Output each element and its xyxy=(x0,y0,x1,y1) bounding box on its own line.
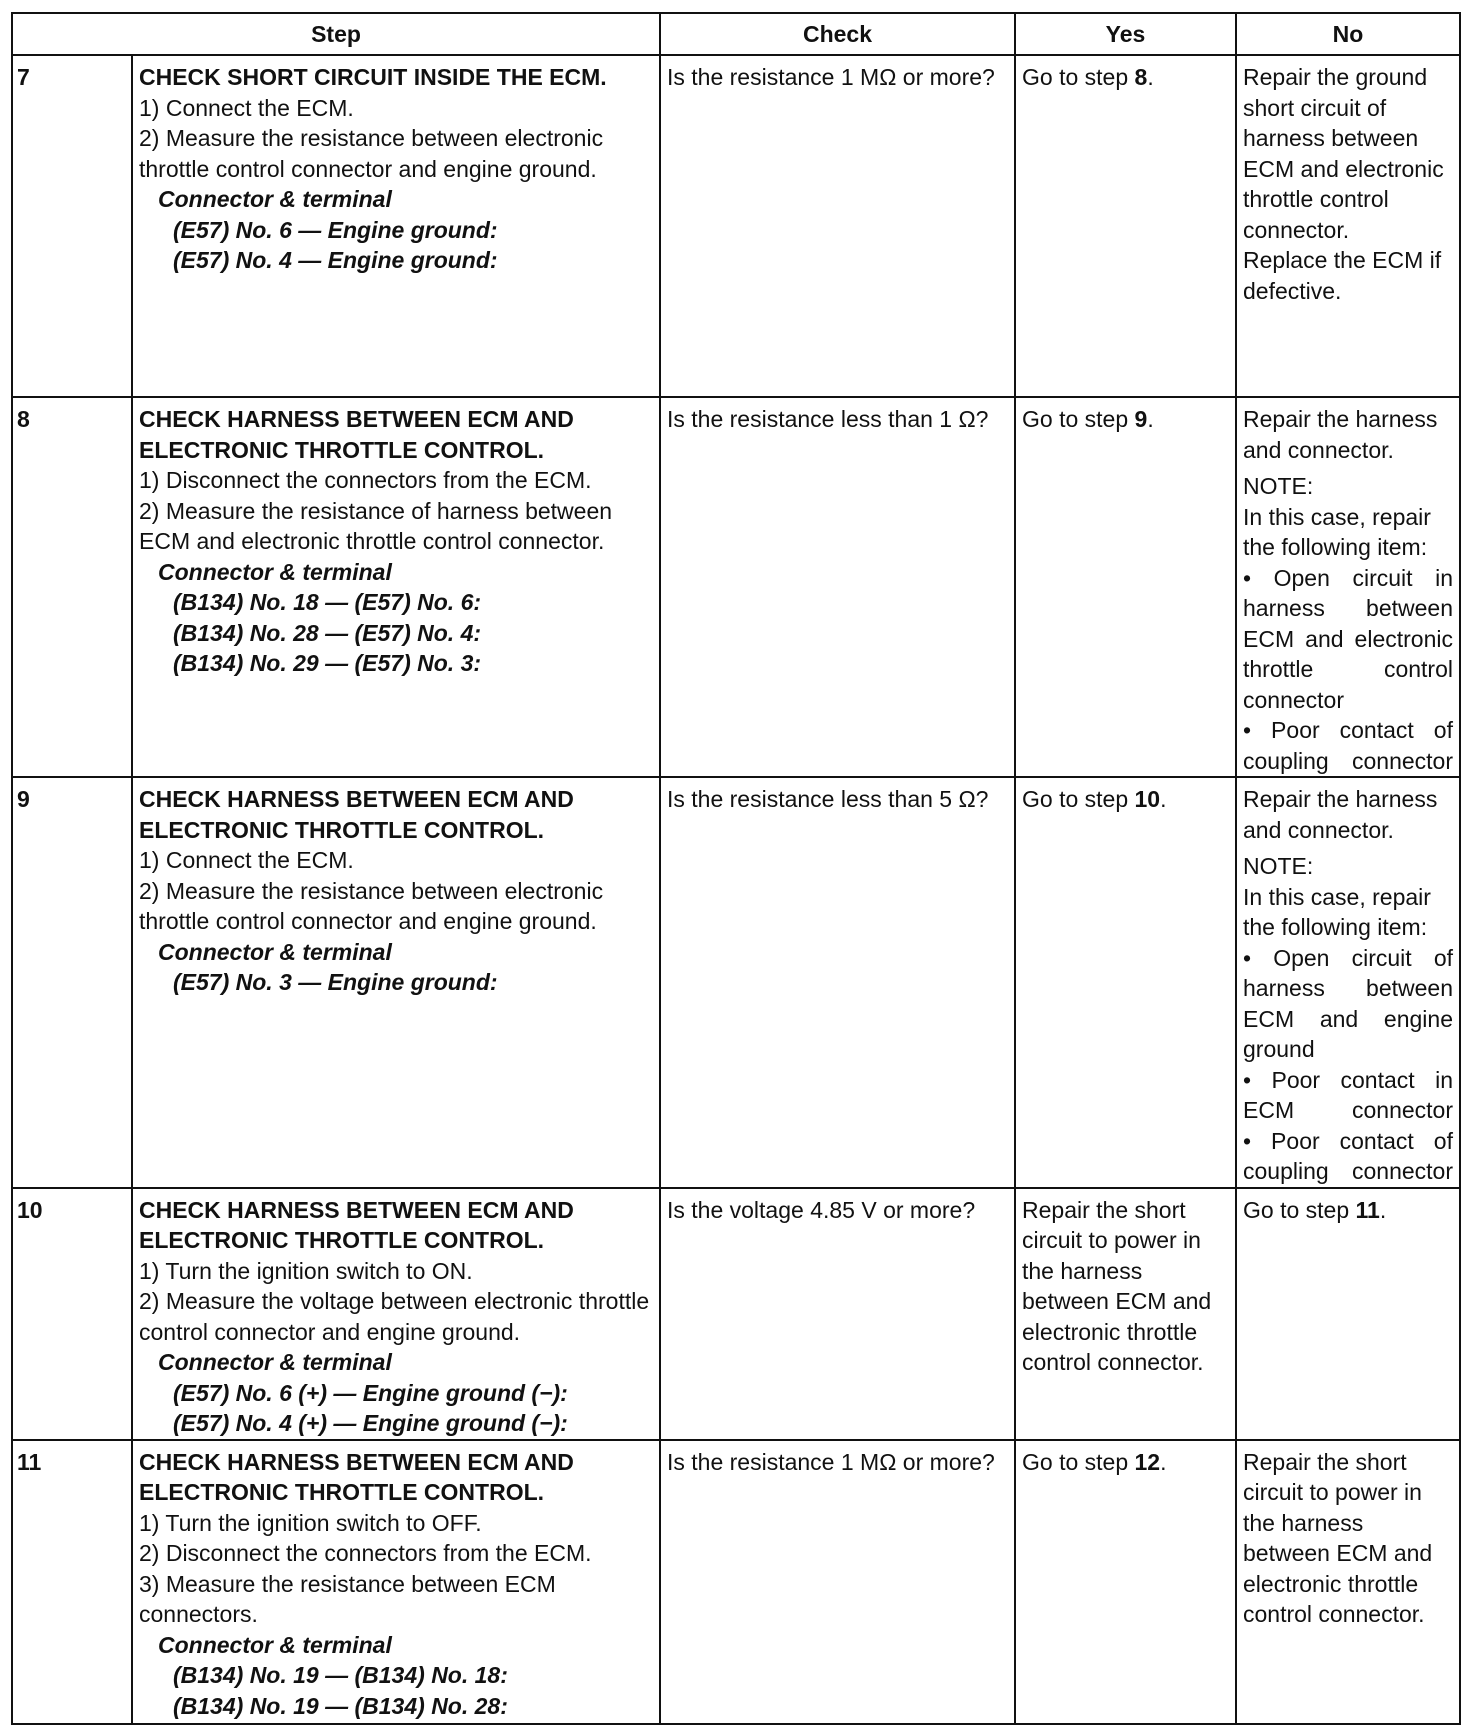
yes-text-end: . xyxy=(1147,64,1154,90)
step-instruction: 2) Measure the voltage between electronic throttle control connector and engine ground. xyxy=(139,1288,650,1345)
connector-terminal-label: Connector & terminal xyxy=(158,558,392,585)
check-cell: Is the resistance 1 MΩ or more? xyxy=(660,55,1015,397)
terminal-line: (B134) No. 29 — (E57) No. 3: xyxy=(173,650,482,676)
step-description xyxy=(132,1440,660,1724)
yes-cell xyxy=(1015,397,1236,777)
step-description xyxy=(132,397,660,777)
yes-text: Go to step xyxy=(1022,64,1135,90)
check-cell: Is the voltage 4.85 V or more? xyxy=(660,1188,1015,1440)
no-note-label: NOTE: xyxy=(1243,473,1314,499)
yes-step-ref: 9 xyxy=(1134,406,1148,432)
terminal-line: (E57) No. 4 (+) — Engine ground (−): xyxy=(173,1410,568,1436)
no-bullet: • Open circuit in harness between ECM and electronic throttle control connector xyxy=(1243,564,1453,713)
no-text: Repair the harness and connector. xyxy=(1243,406,1438,463)
no-text: In this case, repair the following item: xyxy=(1243,503,1431,560)
no-cell xyxy=(1236,55,1460,397)
header-step: Step xyxy=(12,13,660,55)
terminal-line: (E57) No. 3 — Engine ground: xyxy=(173,969,498,995)
no-note-label: NOTE: xyxy=(1243,853,1314,879)
no-text: Repair the harness and connector. xyxy=(1243,786,1438,843)
table-row-step-10 xyxy=(12,1188,1460,1440)
diagnostic-table-wrapper xyxy=(11,12,1461,1725)
connector-terminal-label: Connector & terminal xyxy=(158,938,392,965)
step-instruction: 2) Disconnect the connectors from the ECM. xyxy=(139,1540,592,1566)
no-cell xyxy=(1236,1188,1460,1440)
step-instruction: 1) Connect the ECM. xyxy=(139,94,354,121)
yes-text-end: . xyxy=(1160,1448,1167,1475)
header-check: Check xyxy=(660,13,1015,55)
table-row-step-7 xyxy=(12,55,1460,397)
no-bullet: • Poor contact of coupling connector xyxy=(1243,717,1453,774)
no-cell xyxy=(1236,397,1460,777)
step-instruction: 2) Measure the resistance between electronic throttle control connector and engine ground. xyxy=(139,877,604,934)
no-cell: Repair the short circuit to power in the harness between ECM and electronic throttle control connector. xyxy=(1236,1440,1460,1724)
step-title: CHECK HARNESS BETWEEN ECM AND ELECTRONIC THROTTLE CONTROL. xyxy=(139,786,574,843)
yes-text: Go to step xyxy=(1022,1448,1135,1475)
step-title: CHECK HARNESS BETWEEN ECM AND ELECTRONIC THROTTLE CONTROL. xyxy=(139,406,574,463)
no-bullet: • Open circuit of harness between ECM and engine ground xyxy=(1243,944,1453,1062)
step-instruction: 2) Measure the resistance between electronic throttle control connector and engine ground. xyxy=(139,125,604,182)
step-instruction: 2) Measure the resistance of harness between ECM and electronic throttle control connector. xyxy=(139,497,613,554)
no-text-end: . xyxy=(1379,1196,1387,1223)
step-instruction: 1) Connect the ECM. xyxy=(139,847,354,873)
connector-terminal-label: Connector & terminal xyxy=(158,1349,392,1375)
connector-terminal-label: Connector & terminal xyxy=(158,186,392,212)
step-description xyxy=(132,55,660,397)
no-bullet: • Poor contact of coupling connector xyxy=(1243,1127,1453,1184)
no-text: In this case, repair the following item: xyxy=(1243,883,1431,940)
table-header-row xyxy=(12,13,1460,55)
terminal-line: (B134) No. 28 — (E57) No. 4: xyxy=(173,619,482,646)
yes-cell xyxy=(1015,55,1236,397)
check-cell: Is the resistance less than 5 Ω? xyxy=(660,777,1015,1188)
terminal-line: (E57) No. 6 (+) — Engine ground (−): xyxy=(173,1379,568,1406)
yes-text: Go to step xyxy=(1022,406,1135,432)
step-number: 9 xyxy=(12,777,132,1188)
connector-terminal-label: Connector & terminal xyxy=(158,1631,392,1658)
no-bullet: • Poor contact in ECM connector xyxy=(1243,1066,1453,1123)
step-title: CHECK HARNESS BETWEEN ECM AND ELECTRONIC THROTTLE CONTROL. xyxy=(139,1196,574,1253)
step-instruction: 1) Disconnect the connectors from the ECM. xyxy=(139,467,592,493)
terminal-line: (E57) No. 6 — Engine ground: xyxy=(173,216,498,243)
step-description xyxy=(132,1188,660,1440)
header-no: No xyxy=(1236,13,1460,55)
table-row-step-11 xyxy=(12,1440,1460,1724)
table-row-step-9 xyxy=(12,777,1460,1188)
check-cell: Is the resistance 1 MΩ or more? xyxy=(660,1440,1015,1724)
step-number: 10 xyxy=(12,1188,132,1440)
yes-cell xyxy=(1015,777,1236,1188)
no-step-ref: 11 xyxy=(1355,1196,1380,1223)
step-number: 8 xyxy=(12,397,132,777)
header-yes: Yes xyxy=(1015,13,1236,55)
terminal-line: (B134) No. 19 — (B134) No. 18: xyxy=(173,1662,508,1688)
terminal-line: (B134) No. 19 — (B134) No. 28: xyxy=(173,1692,508,1719)
yes-text-end: . xyxy=(1160,786,1167,812)
check-cell: Is the resistance less than 1 Ω? xyxy=(660,397,1015,777)
step-instruction: 1) Turn the ignition switch to ON. xyxy=(139,1257,473,1284)
yes-text: Go to step xyxy=(1022,786,1135,812)
yes-cell xyxy=(1015,1440,1236,1724)
no-text: Replace the ECM if defective. xyxy=(1243,247,1442,304)
no-text: Repair the ground short circuit of harness between ECM and electronic throttle control connector. xyxy=(1243,64,1444,243)
diagnostic-table xyxy=(11,12,1461,1725)
step-number: 11 xyxy=(12,1440,132,1724)
step-title: CHECK HARNESS BETWEEN ECM AND ELECTRONIC THROTTLE CONTROL. xyxy=(139,1448,574,1505)
yes-text-end: . xyxy=(1147,406,1154,432)
no-cell xyxy=(1236,777,1460,1188)
step-description xyxy=(132,777,660,1188)
terminal-line: (E57) No. 4 — Engine ground: xyxy=(173,247,498,273)
terminal-line: (B134) No. 18 — (E57) No. 6: xyxy=(173,589,482,615)
yes-step-ref: 12 xyxy=(1134,1448,1161,1475)
table-row-step-8 xyxy=(12,397,1460,777)
step-instruction: 1) Turn the ignition switch to OFF. xyxy=(139,1509,482,1536)
step-number: 7 xyxy=(12,55,132,397)
yes-step-ref: 8 xyxy=(1134,64,1148,90)
step-title: CHECK SHORT CIRCUIT INSIDE THE ECM. xyxy=(139,64,607,90)
yes-cell: Repair the short circuit to power in the harness between ECM and electronic throttle control connector. xyxy=(1015,1188,1236,1440)
step-instruction: 3) Measure the resistance between ECM connectors. xyxy=(139,1570,556,1627)
no-text: Go to step xyxy=(1243,1196,1356,1223)
yes-step-ref: 10 xyxy=(1134,786,1161,812)
